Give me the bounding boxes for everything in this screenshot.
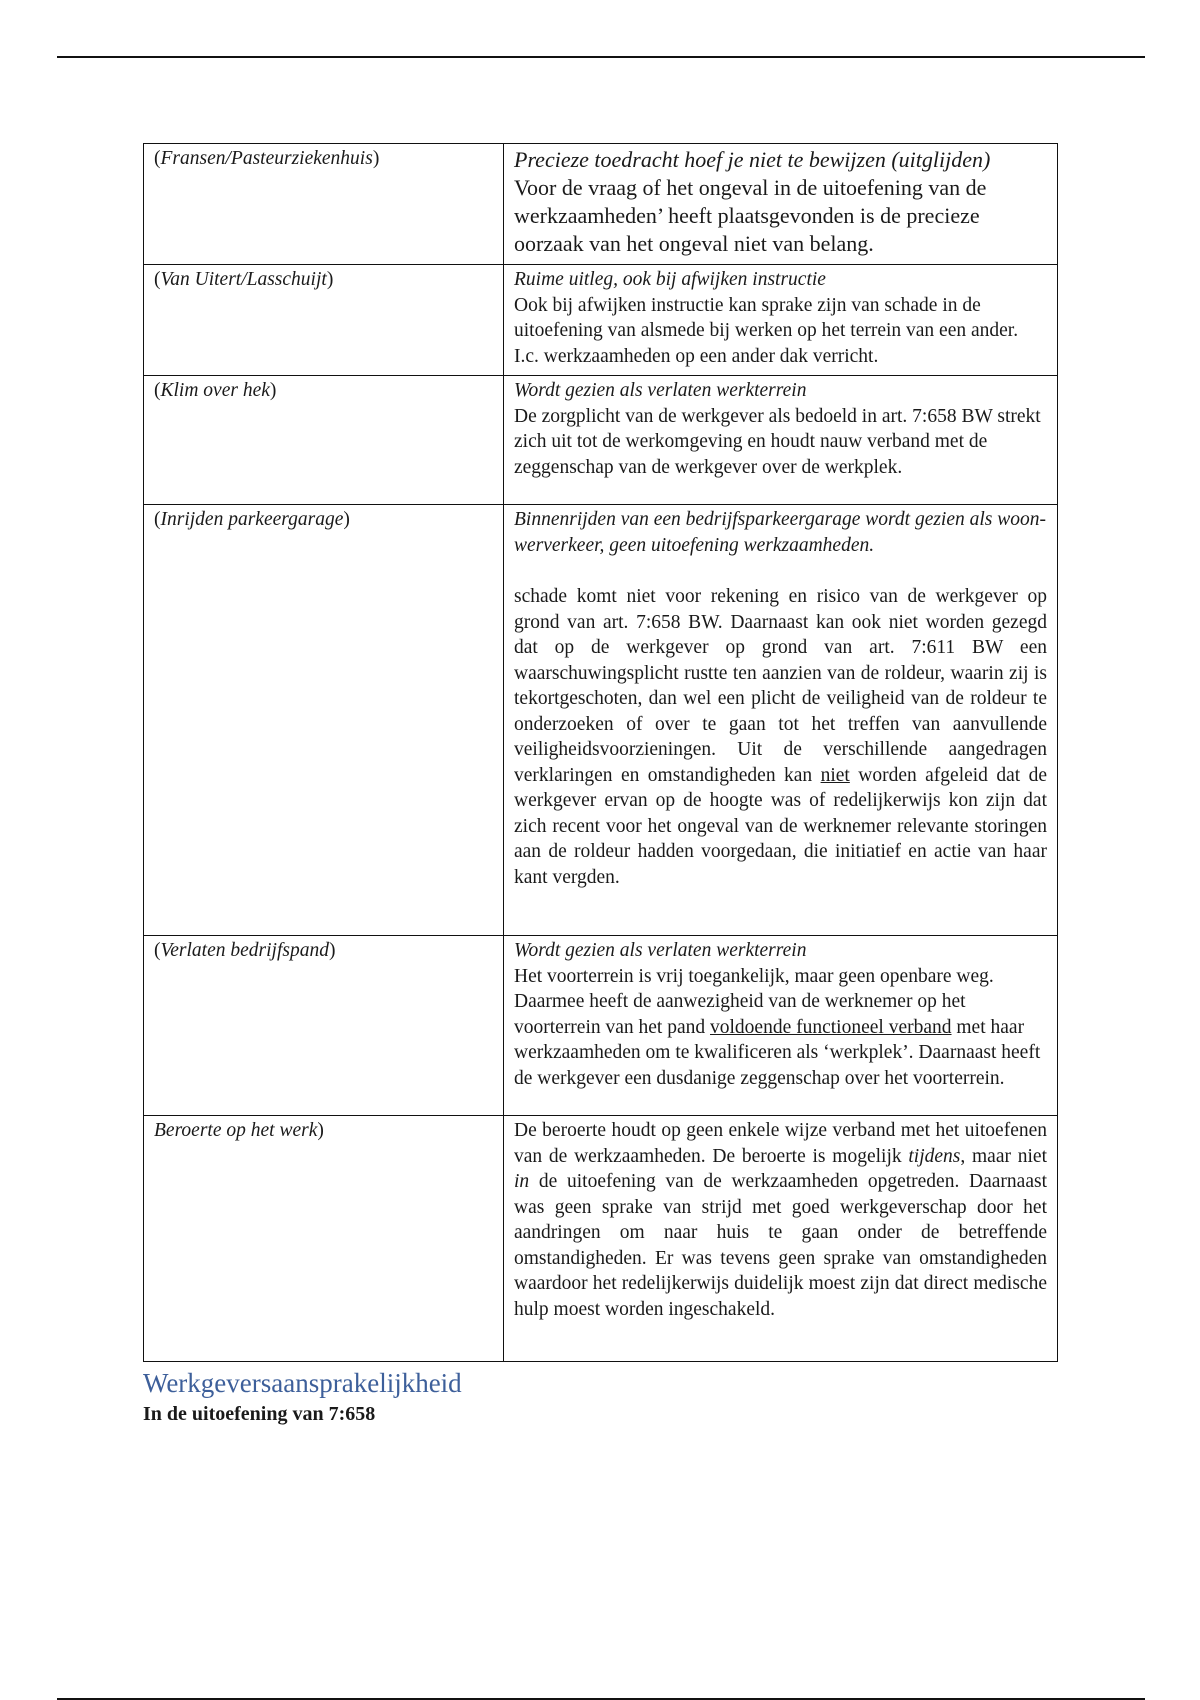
- case-text-emphasis: tijdens: [908, 1145, 961, 1167]
- case-name: Van Uitert/Lasschuijt: [160, 269, 327, 290]
- case-text: [514, 964, 1047, 1092]
- case-table: [143, 143, 1058, 1362]
- case-text-emphasis: niet: [820, 764, 850, 786]
- case-text-part: De beroerte houdt op geen enkele wijze verband met het uitoefenen van de werkzaamheden. De beroerte is mogelijk: [514, 1120, 1047, 1167]
- case-name-cell: (Verlaten bedrijfspand): [144, 936, 504, 1116]
- case-summary-cell: [504, 1116, 1058, 1362]
- case-text: Ook bij afwijken instructie kan sprake zijn van schade in de uitoefening van alsmede bij werken op het terrein van een ander. I.c. werkzaamheden op een ander dak verricht.: [514, 294, 1019, 367]
- case-text: Voor de vraag of het ongeval in de uitoefening van de werkzaamheden’ heeft plaatsgevonden is de precieze oorzaak van het ongeval niet van belang.: [514, 175, 987, 256]
- case-subtitle: Ruime uitleg, ook bij afwijken instructie: [514, 269, 826, 290]
- case-summary-cell: [504, 265, 1058, 376]
- case-name-cell: (Van Uitert/Lasschuijt): [144, 265, 504, 376]
- case-summary-cell: [504, 936, 1058, 1116]
- table-row: [144, 1116, 1058, 1362]
- case-summary-cell: [504, 376, 1058, 505]
- case-text-part: met haar werkzaamheden om te kwalificeren als ‘werkplek’. Daarnaast heeft de werkgever een dusdanige zeggenschap over het voorterrein.: [514, 1016, 1041, 1089]
- case-text-part: , maar niet: [960, 1145, 1047, 1167]
- header-rule: [57, 56, 1145, 58]
- case-name: Klim over hek: [160, 380, 270, 401]
- spacer: [514, 558, 1047, 584]
- case-text: [514, 1118, 1047, 1322]
- case-subtitle: Binnenrijden van een bedrijfsparkeergarage wordt gezien als woon-werverkeer, geen uitoefening werkzaamheden.: [514, 509, 1047, 556]
- case-text-part: de uitoefening van de werkzaamheden opgetreden. Daarnaast was geen sprake van strijd met goed werkgeverschap door het aandringen om naar huis te gaan onder de betreffende omstandigheden. Er was tevens geen sprake van omstandigheden waardoor het redelijkerwijs duidelijk moest zijn dat direct medische hulp moest worden ingeschakeld.: [514, 1171, 1047, 1320]
- table-row: [144, 505, 1058, 936]
- case-text: De zorgplicht van de werkgever als bedoeld in art. 7:658 BW strekt zich uit tot de werkomgeving en houdt nauw verband met de zeggenschap van de werkgever over de werkplek.: [514, 405, 1041, 478]
- case-summary-cell: [504, 505, 1058, 936]
- table-row: [144, 936, 1058, 1116]
- table-row: [144, 265, 1058, 376]
- table-row: [144, 376, 1058, 505]
- case-name: Fransen/Pasteurziekenhuis: [160, 148, 373, 169]
- case-subtitle: Wordt gezien als verlaten werkterrein: [514, 940, 807, 961]
- case-subtitle: Wordt gezien als verlaten werkterrein: [514, 380, 807, 401]
- case-summary-cell: [504, 144, 1058, 265]
- case-name: Beroerte op het werk: [154, 1120, 318, 1141]
- table-row: [144, 144, 1058, 265]
- case-text-part: worden afgeleid dat de werkgever ervan op de hoogte was of redelijkerwijs kon zijn dat zich recent voor het ongeval van de werknemer relevante storingen aan de roldeur hadden voorgedaan, die initiatief en actie van haar kant vergden.: [514, 764, 1047, 888]
- case-name: Verlaten bedrijfspand: [160, 940, 329, 961]
- case-text-emphasis: voldoende functioneel verband: [710, 1016, 952, 1038]
- case-subtitle: Precieze toedracht hoef je niet te bewijzen (uitglijden): [514, 147, 991, 172]
- case-name-cell: (Inrijden parkeergarage): [144, 505, 504, 936]
- case-text-part: Het voorterrein is vrij toegankelijk, maar geen openbare weg. Daarmee heeft de aanwezigheid van de werknemer op het voorterrein van het pand: [514, 965, 994, 1038]
- case-text-part: schade komt niet voor rekening en risico van de werkgever op grond van art. 7:658 BW. Daarnaast kan ook niet worden gezegd dat op de werkgever op grond van art. 7:611 BW een waarschuwingsplicht rustte ten aanzien van de roldeur, waarin zij is tekortgeschoten, dan wel een plicht de veiligheid van de roldeur te onderzoeken of over te gaan tot het treffen van aanvullende veiligheidsvoorzieningen. Uit de verschillende aangedragen verklaringen en omstandigheden kan: [514, 586, 1047, 786]
- case-text: [514, 584, 1047, 890]
- case-name-cell: Beroerte op het werk): [144, 1116, 504, 1362]
- section-subheading: In de uitoefening van 7:658: [143, 1403, 376, 1425]
- section-heading: Werkgeversaansprakelijkheid: [143, 1368, 462, 1398]
- case-name: Inrijden parkeergarage: [160, 509, 344, 530]
- case-name-cell: (Fransen/Pasteurziekenhuis): [144, 144, 504, 265]
- case-text-emphasis: in: [514, 1171, 530, 1192]
- case-name-cell: (Klim over hek): [144, 376, 504, 505]
